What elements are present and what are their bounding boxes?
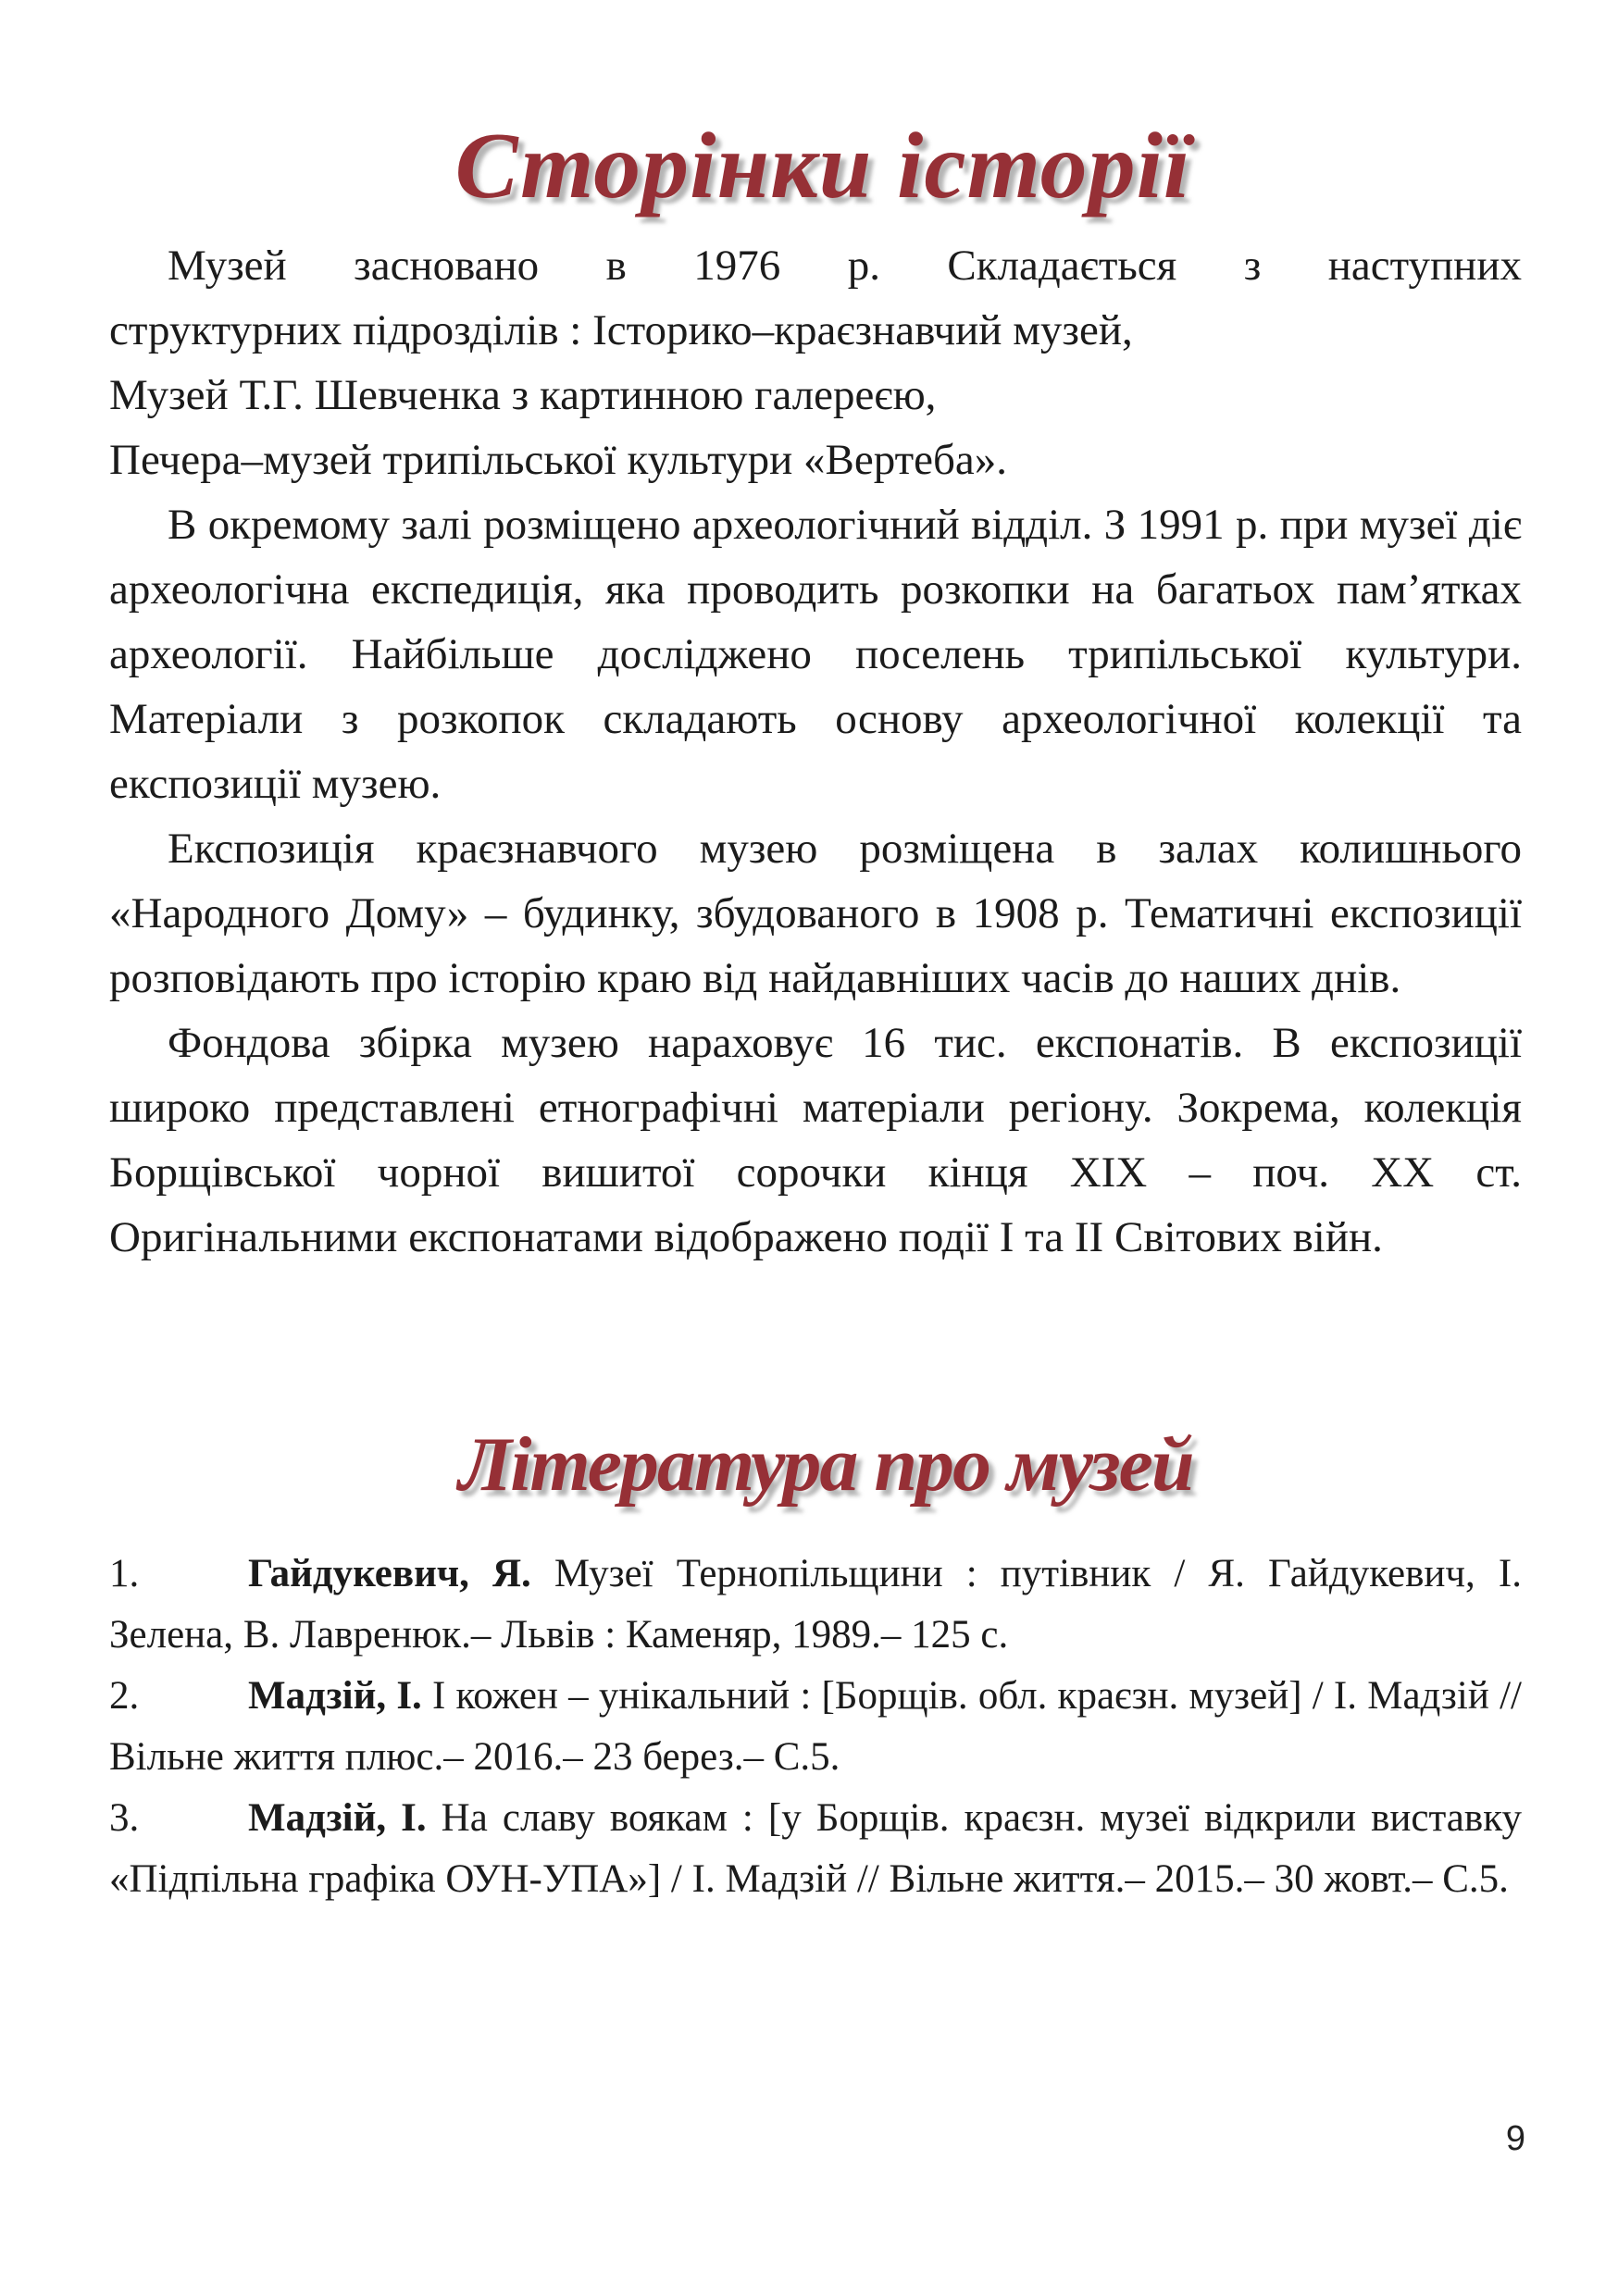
bibliography-author: Мадзій, І.	[248, 1674, 422, 1718]
intro-line-4: Печера–музей трипільської культури «Вертеба».	[109, 436, 1008, 484]
history-text	[109, 233, 1522, 1270]
intro-line-2: структурних підрозділів : Історико–краєзнавчий музей,	[109, 306, 1133, 354]
paragraph-exposition: Експозиція краєзнавчого музею розміщена в залах колишнього «Народного Дому» – будинку, збудованого в 1908 р. Тематичні експозиції розповідають про історію краю від найдавніших часів до наших днів.	[109, 825, 1522, 1002]
section-title-literature: Література про музей	[458, 1421, 1193, 1508]
bibliography-description: На славу воякам : [у Борщів. краєзн. музеї відкрили виставку «Підпільна графіка ОУН-УПА»] / І. Мадзій // Вільне життя.– 2015.– 30 жовт.– С.5.	[109, 1796, 1522, 1901]
page-number: 9	[1505, 2119, 1525, 2158]
paragraph-archaeology: В окремому залі розміщено археологічний відділ. З 1991 р. при музеї діє археологічна експедиція, яка проводить розкопки на багатьох пам’ятках археології. Найбільше досліджено поселень трипільської культури. Матеріали з розкопок складають основу археологічної колекції та експозиції музею.	[109, 501, 1522, 808]
bibliography-item	[109, 1788, 1522, 1910]
bibliography-number: 2.	[109, 1674, 140, 1718]
section-title-history: Сторінки історії	[454, 114, 1191, 218]
bibliography-description: І кожен – унікальний : [Борщів. обл. краєзн. музей] / І. Мадзій // Вільне життя плюс.– 2016.– 23 берез.– С.5.	[109, 1674, 1522, 1779]
paragraph-collection: Фондова збірка музею нараховує 16 тис. експонатів. В експозиції широко представлені етнографічні матеріали регіону. Зокрема, колекція Борщівської чорної вишитої сорочки кінця ХІХ – поч. ХХ ст. Оригінальними експонатами відображено події І та ІІ Світових війн.	[109, 1019, 1522, 1261]
bibliography-number: 1.	[109, 1552, 140, 1595]
bibliography-description: Музеї Тернопільщини : путівник / Я. Гайдукевич, І. Зелена, В. Лавренюк.– Львів : Каменяр, 1989.– 125 с.	[109, 1552, 1522, 1657]
bibliography-item	[109, 1544, 1522, 1666]
intro-line-1: Музей засновано в 1976 р. Складається з наступних	[168, 242, 1522, 290]
bibliography-author: Мадзій, І.	[248, 1796, 427, 1840]
bibliography-item	[109, 1666, 1522, 1788]
bibliography-number: 3.	[109, 1796, 140, 1840]
intro-line-3: Музей Т.Г. Шевченка з картинною галереєю,	[109, 371, 937, 419]
bibliography-author: Гайдукевич, Я.	[248, 1552, 531, 1595]
bibliography-list	[109, 1544, 1522, 1910]
